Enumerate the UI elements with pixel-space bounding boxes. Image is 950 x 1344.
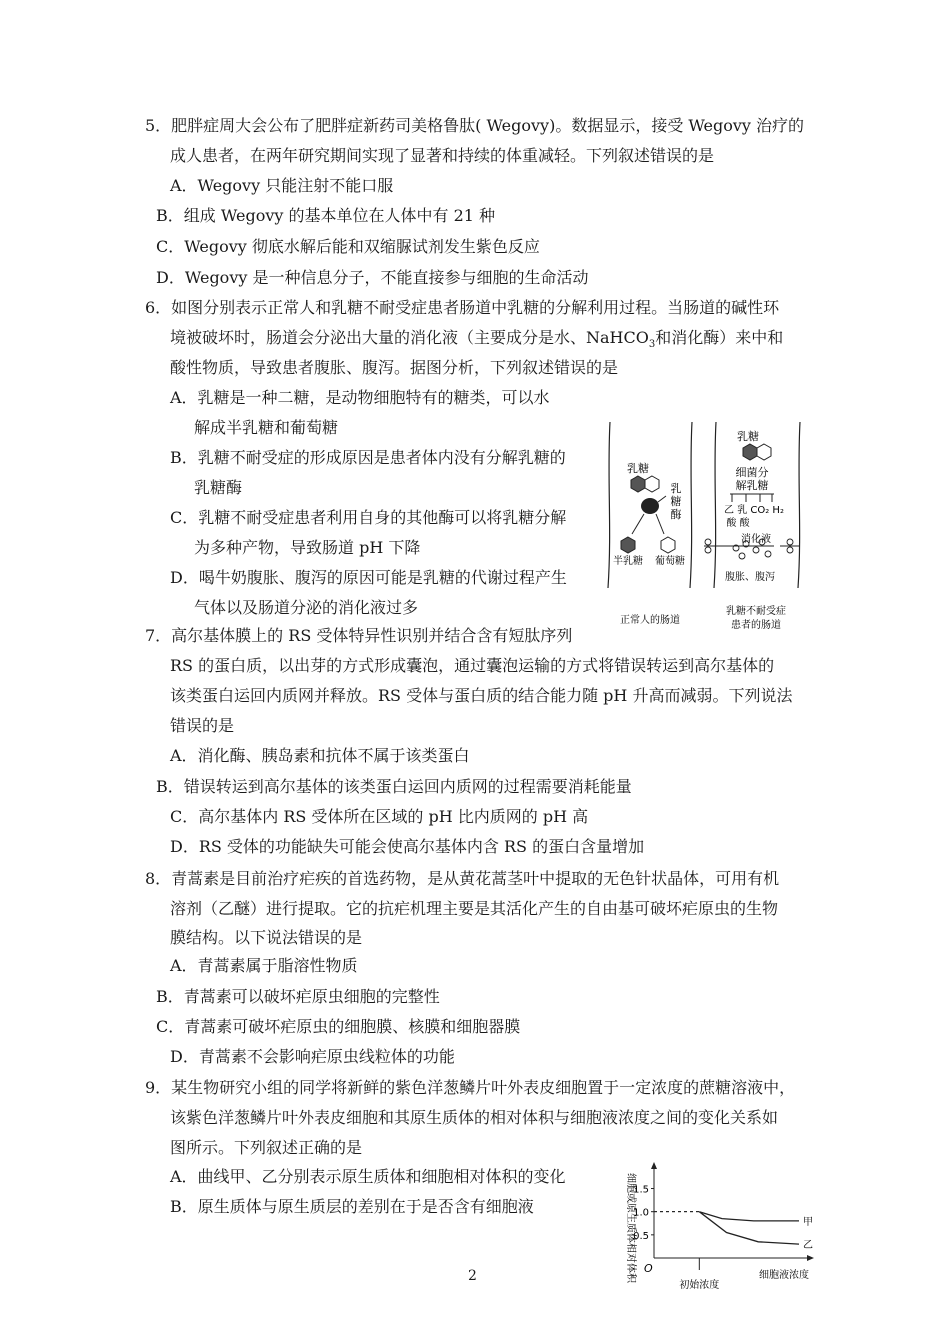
label-lactose-normal: 乳糖	[627, 462, 649, 475]
svg-text:细菌分: 细菌分	[735, 466, 769, 479]
patient-intestine-wall-left	[714, 422, 716, 588]
q5-stem-line2: 成人患者，在两年研究期间实现了显著和持续的体重减轻。下列叙述错误的是	[170, 146, 715, 165]
q9-option-b: B．原生质体与原生质层的差别在于是否含有细胞液	[170, 1197, 534, 1216]
q7-option-a: A．消化酶、胰岛素和抗体不属于该类蛋白	[170, 746, 470, 765]
q7-stem-line1: 7．高尔基体膜上的 RS 受体特异性识别并结合含有短肽序列	[145, 626, 573, 645]
glucose-hexagon-icon	[645, 476, 659, 492]
q9-stem-line3: 图所示。下列叙述正确的是	[170, 1138, 363, 1157]
q6-option-b-line2: 乳糖酶	[194, 478, 243, 497]
chart-x-annotation: 初始浓度	[679, 1280, 720, 1291]
svg-text:腹胀、腹泻: 腹胀、腹泻	[725, 572, 775, 583]
arrow-to-galactose	[632, 514, 644, 534]
q8-stem-line3: 膜结构。以下说法错误的是	[170, 928, 363, 947]
glucose-product-icon	[661, 537, 675, 553]
caption-patient-intestine-2: 患者的肠道	[731, 620, 781, 631]
galactose-product-icon	[621, 537, 635, 553]
normal-intestine-wall-right	[690, 422, 692, 588]
caption-normal-intestine: 正常人的肠道	[620, 615, 680, 626]
q5-option-a: A．Wegovy 只能注射不能口服	[170, 176, 394, 195]
svg-text:乳糖: 乳糖	[737, 430, 759, 443]
q6-option-d-line1: D．喝牛奶腹胀、腹泻的原因可能是乳糖的代谢过程产生	[170, 568, 567, 587]
q5-option-d: D．Wegovy 是一种信息分子，不能直接参与细胞的生命活动	[156, 268, 589, 287]
q7-option-b: B．错误转运到高尔基体的该类蛋白运回内质网的过程需要消耗能量	[156, 777, 632, 796]
q8-option-d: D．青蒿素不会影响疟原虫线粒体的功能	[170, 1047, 455, 1066]
q6-option-c-line1: C．乳糖不耐受症患者利用自身的其他酶可以将乳糖分解	[170, 508, 567, 527]
q8-stem-line2: 溶剂（乙醚）进行提取。它的抗疟机理主要是其活化产生的自由基可破坏疟原虫的生物	[170, 899, 779, 918]
galactose-hexagon-icon	[631, 476, 645, 492]
page-number: 2	[468, 1268, 477, 1284]
q5-option-b: B．组成 Wegovy 的基本单位在人体中有 21 种	[156, 206, 496, 225]
q7-stem-line2: RS 的蛋白质，以出芽的方式形成囊泡，通过囊泡运输的方式将错误转运到高尔基体的	[170, 656, 775, 675]
q8-option-a: A．青蒿素属于脂溶性物质	[170, 956, 358, 975]
svg-text:酸 酸: 酸 酸	[726, 518, 750, 529]
q5-stem-line1: 5．肥胖症周大会公布了肥胖症新药司美格鲁肽( Wegovy)。数据显示，接受 Wegovy 治疗的	[145, 116, 805, 135]
series-label-1: 乙	[803, 1240, 813, 1252]
q6-option-a-line2: 解成半乳糖和葡萄糖	[194, 418, 339, 437]
q9-volume-chart	[614, 1160, 820, 1296]
chart-y-label: 细胞或原生质体相对体积	[625, 1173, 636, 1283]
y-tick-label: 1.0	[633, 1207, 649, 1219]
series-line-0	[699, 1212, 799, 1221]
q6-stem-line2: 境被破坏时，肠道会分泌出大量的消化液（主要成分是水、NaHCO$_3$和消化酶）来中和	[170, 328, 784, 351]
q9-stem-line1: 9．某生物研究小组的同学将新鲜的紫色洋葱鳞片叶外表皮细胞置于一定浓度的蔗糖溶液中，	[145, 1078, 796, 1097]
arrow-to-glucose	[656, 514, 664, 534]
svg-text:乳: 乳	[670, 482, 682, 495]
q6-option-d-line2: 气体以及肠道分泌的消化液过多	[194, 598, 419, 617]
y-tick-label: 1.5	[633, 1184, 649, 1196]
q6-option-b-line1: B．乳糖不耐受症的形成原因是患者体内没有分解乳糖的	[170, 448, 566, 467]
q8-stem-line1: 8．青蒿素是目前治疗疟疾的首选药物，是从黄花蒿茎叶中提取的无色针状晶体，可用有机	[145, 869, 780, 888]
q8-option-c: C．青蒿素可破坏疟原虫的细胞膜、核膜和细胞器膜	[156, 1017, 521, 1036]
patient-intestine-wall-right	[798, 422, 800, 588]
svg-text:解乳糖: 解乳糖	[735, 479, 769, 492]
q7-option-c: C．高尔基体内 RS 受体所在区域的 pH 比内质网的 pH 高	[170, 807, 589, 826]
q9-stem-line2: 该紫色洋葱鳞片叶外表皮细胞和其原生质体的相对体积与细胞液浓度之间的变化关系如	[170, 1108, 779, 1127]
svg-text:乙 乳 CO₂ H₂: 乙 乳 CO₂ H₂	[724, 505, 784, 516]
lactase-enzyme-icon	[641, 498, 659, 514]
y-tick-label: 0.5	[633, 1230, 649, 1242]
q6-intestine-figure	[604, 418, 812, 634]
svg-text:半乳糖: 半乳糖	[613, 556, 643, 567]
q7-stem-line3: 该类蛋白运回内质网并释放。RS 受体与蛋白质的结合能力随 pH 升高而减弱。下列说法	[170, 686, 793, 705]
normal-intestine-wall-left	[608, 422, 610, 588]
svg-text:糖: 糖	[670, 495, 682, 508]
svg-text:消化液: 消化液	[741, 534, 771, 545]
q5-option-c: C．Wegovy 彻底水解后能和双缩脲试剂发生紫色反应	[156, 237, 540, 256]
q8-option-b: B．青蒿素可以破坏疟原虫细胞的完整性	[156, 987, 440, 1006]
q7-option-d: D．RS 受体的功能缺失可能会使高尔基体内含 RS 的蛋白含量增加	[170, 837, 645, 856]
q6-stem-line3: 酸性物质，导致患者腹胀、腹泻。据图分析，下列叙述错误的是	[170, 358, 619, 377]
svg-text:酶: 酶	[670, 508, 682, 521]
q6-option-a-line1: A．乳糖是一种二糖，是动物细胞特有的糖类，可以水	[170, 388, 550, 407]
chart-x-label: 细胞液浓度	[759, 1270, 809, 1281]
caption-patient-intestine-1: 乳糖不耐受症	[726, 606, 786, 617]
series-label-0: 甲	[803, 1216, 813, 1228]
svg-text:葡萄糖: 葡萄糖	[655, 556, 685, 567]
chart-origin-label: O	[644, 1262, 653, 1275]
q7-stem-line4: 错误的是	[170, 716, 235, 735]
q9-option-a: A．曲线甲、乙分别表示原生质体和细胞相对体积的变化	[170, 1167, 566, 1186]
q6-option-c-line2: 为多种产物，导致肠道 pH 下降	[194, 538, 421, 557]
q6-stem-line1: 6．如图分别表示正常人和乳糖不耐受症患者肠道中乳糖的分解利用过程。当肠道的碱性环	[145, 298, 780, 317]
